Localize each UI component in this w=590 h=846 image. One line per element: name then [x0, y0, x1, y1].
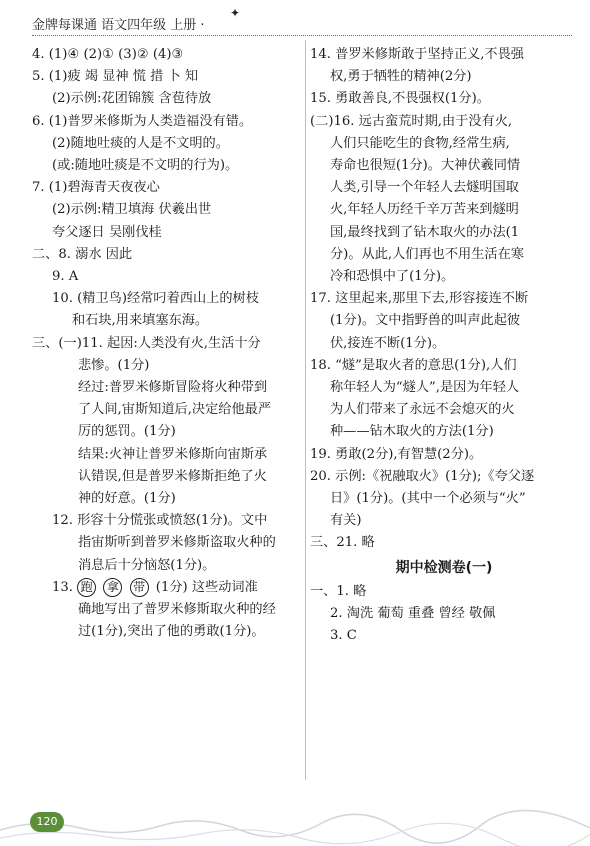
answer-line: 3. C — [330, 628, 357, 644]
answer-line: 10. (精卫鸟)经常叼着西山上的树枝 — [52, 291, 259, 307]
answer-line: 伏,接连不断(1分)。 — [330, 335, 446, 351]
answer-line: 寿命也很短(1分)。大神伏羲同情 — [330, 158, 521, 174]
header-text: 金牌每课通 语文四年级 上册 · — [32, 18, 205, 33]
page-number-badge: 120 — [30, 812, 64, 832]
answer-line: 指宙斯听到普罗米修斯盗取火种的 — [78, 535, 276, 551]
left-column — [32, 44, 304, 643]
midterm-answer-lines — [310, 581, 578, 648]
answer-line: 有关) — [330, 513, 362, 529]
answer-line: 种——钻木取火的方法(1分) — [330, 424, 494, 440]
answer-line: 18. “燧”是取火者的意思(1分),人们 — [310, 357, 517, 373]
answer-line: 结果:火神让普罗米修斯向宙斯承 — [78, 446, 268, 462]
answer-line: (2)示例:花团锦簇 含苞待放 — [52, 91, 212, 107]
answer-line: 认错误,但是普罗米修斯拒绝了火 — [78, 468, 267, 484]
answer-line: 17. 这里起来,那里下去,形容接连不断 — [310, 291, 529, 307]
answer-line: 称年轻人为“燧人”,是因为年轻人 — [330, 380, 520, 396]
answer-line: 为人们带来了永远不会熄灭的火 — [330, 402, 515, 418]
answer-line: 厉的惩罚。(1分) — [78, 424, 176, 440]
answer-line: 人类,引导一个年轻人去燧明国取 — [330, 180, 519, 196]
answer-line: (1分)。文中指野兽的叫声此起彼 — [330, 313, 521, 329]
circled-word-3: 带 — [130, 578, 149, 597]
answer-line: 19. 勇敢(2分),有智慧(2分)。 — [310, 446, 483, 462]
q13-text: 确地写出了普罗米修斯取火种的经 — [78, 602, 276, 618]
page-header — [32, 8, 572, 34]
answer-line: 日》(1分)。(其中一个必须与“火” — [330, 491, 526, 507]
answer-line: (2)示例:精卫填海 伏羲出世 — [52, 202, 212, 218]
header-rule — [32, 35, 572, 36]
answer-line: 7. (1)碧海青天夜夜心 — [32, 180, 160, 196]
footer-wave-decoration — [0, 800, 590, 846]
section-title: 期中检测卷(一) — [395, 559, 493, 576]
answer-line: (二)16. 远古蛮荒时期,由于没有火, — [310, 113, 513, 129]
answer-line: 一、1. 略 — [310, 583, 367, 599]
answer-line: 分)。从此,人们再也不用生活在寒 — [330, 246, 524, 262]
circled-word-2: 拿 — [103, 578, 122, 597]
answer-line: 国,最终找到了钻木取火的办法(1 — [330, 224, 520, 240]
answer-line: 夸父逐日 吴刚伐桂 — [52, 224, 162, 240]
left-answer-lines — [32, 44, 304, 577]
answer-line: 火,年轻人历经千辛万苦来到燧明 — [330, 202, 519, 218]
answer-line: (2)随地吐痰的人是不文明的。 — [52, 135, 229, 151]
answer-line: 二、8. 溺水 因此 — [32, 246, 133, 262]
q13-after: (1分) 这些动词准 — [155, 579, 258, 595]
q13-text: 过(1分),突出了他的勇敢(1分)。 — [78, 624, 265, 640]
column-divider — [305, 40, 306, 780]
answer-line: 了人间,宙斯知道后,决定给他最严 — [78, 402, 272, 418]
answer-line: 经过:普罗米修斯冒险将火种带到 — [78, 380, 268, 396]
answer-line: 14. 普罗米修斯敢于坚持正义,不畏强 — [310, 47, 524, 62]
answer-line: 和石块,用来填塞东海。 — [72, 313, 209, 329]
answer-line: 12. 形容十分慌张或愤怒(1分)。文中 — [52, 513, 268, 529]
answer-line: 20. 示例:《祝融取火》(1分);《夸父逐 — [310, 468, 535, 484]
q13-number: 13. — [52, 579, 73, 595]
answer-line: 悲惨。(1分) — [78, 357, 150, 373]
right-answer-lines — [310, 44, 578, 555]
answer-line: 三、(一)11. 起因:人类没有火,生活十分 — [32, 335, 261, 351]
answer-line: 15. 勇敢善良,不畏强权(1分)。 — [310, 91, 490, 107]
circled-word-1: 跑 — [77, 578, 96, 597]
answer-line: 5. (1)疲 竭 显神 慌 措 卜 知 — [32, 69, 199, 85]
answer-line: 三、21. 略 — [310, 535, 375, 551]
answer-line: 神的好意。(1分) — [78, 491, 176, 507]
star-icon: ✦ — [230, 6, 241, 20]
answer-line: 2. 淘洗 葡萄 重叠 曾经 敬佩 — [330, 606, 496, 622]
q13-line — [32, 577, 304, 599]
answer-line: 消息后十分恼怒(1分)。 — [78, 557, 216, 573]
answer-line: 6. (1)普罗米修斯为人类造福没有错。 — [32, 113, 253, 129]
answer-line: 4. (1)④ (2)① (3)② (4)③ — [32, 47, 184, 62]
answer-line: 9. A — [52, 269, 79, 285]
answer-line: (或:随地吐痰是不文明的行为)。 — [52, 158, 239, 174]
answer-line: 冷和恐惧中了(1分)。 — [330, 269, 455, 285]
answer-line: 人们只能吃生的食物,经常生病, — [330, 135, 510, 151]
answer-line: 权,勇于牺牲的精神(2分) — [330, 69, 472, 85]
right-column — [310, 44, 578, 647]
